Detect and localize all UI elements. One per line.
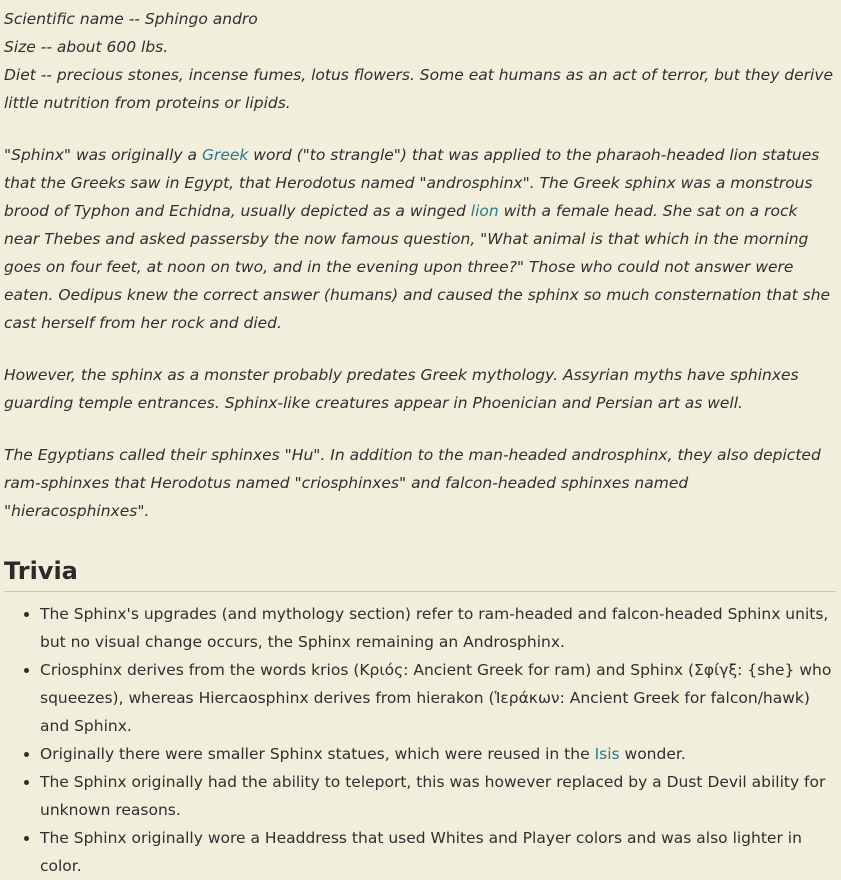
trivia-heading: Trivia [4, 555, 836, 592]
size-line: Size -- about 600 lbs. [4, 38, 169, 56]
lion-link[interactable]: lion [470, 202, 499, 220]
lore-section [4, 5, 836, 525]
lore-text: "Sphinx" was originally a [4, 146, 202, 164]
scientific-name-line: Scientific name -- Sphingo andro [4, 10, 258, 28]
lore-paragraph-egyptians: The Egyptians called their sphinxes "Hu". In addition to the man-headed androsphinx, they also depicted ram-sphinxes that Herodotus named "criosphinxes" and falcon-headed sphinxes named "hieracosphinxes". [4, 446, 821, 520]
lore-text: with a female head. She sat on a rock near Thebes and asked passersby the now famous question, "What animal is that which in the morning goes on four feet, at noon on two, and in the evening upon three?" Those who could not answer were eaten. Oedipus knew the correct answer (humans) and caused the sphinx so much consternation that she cast herself from her rock and died. [4, 202, 831, 332]
trivia-item: • The Sphinx's upgrades (and mythology section) refer to ram-headed and falcon-headed Sphinx units, but no visual change occurs, the Sphinx remaining an Androsphinx. [40, 600, 836, 656]
trivia-text: wonder. [619, 745, 686, 763]
lore-paragraph-predates: However, the sphinx as a monster probably predates Greek mythology. Assyrian myths have sphinxes guarding temple entrances. Sphinx-like creatures appear in Phoenician and Persian art as well. [4, 366, 799, 412]
trivia-item: • The Sphinx originally had the ability to teleport, this was however replaced by a Dust Devil ability for unknown reasons. [40, 768, 836, 824]
isis-link[interactable]: Isis [594, 745, 620, 763]
trivia-item [40, 740, 836, 768]
facts-block [4, 5, 836, 117]
trivia-list [4, 600, 836, 880]
diet-line: Diet -- precious stones, incense fumes, lotus flowers. Some eat humans as an act of terror, but they derive little nutrition from proteins or lipids. [4, 66, 834, 112]
trivia-item: • Criosphinx derives from the words krios (Κριός: Ancient Greek for ram) and Sphinx (Σφίγξ: {she} who squeezes), whereas Hiercaosphinx derives from hierakon (Ἱεράκων: Ancient Greek for falcon/hawk) and Sphinx. [40, 656, 836, 740]
lore-paragraph-origin [4, 141, 836, 337]
trivia-text: Originally there were smaller Sphinx statues, which were reused in the [40, 745, 595, 763]
lore-text: word ("to strangle") that was applied to the pharaoh-headed lion statues that the Greeks saw in Egypt, that Herodotus named "androsphinx". The Greek sphinx was a monstrous brood of Typhon and Echidna, usually depicted as a winged [4, 146, 820, 220]
trivia-item: • The Sphinx originally wore a Headdress that used Whites and Player colors and was also lighter in color. [40, 824, 836, 880]
greek-link[interactable]: Greek [201, 146, 249, 164]
